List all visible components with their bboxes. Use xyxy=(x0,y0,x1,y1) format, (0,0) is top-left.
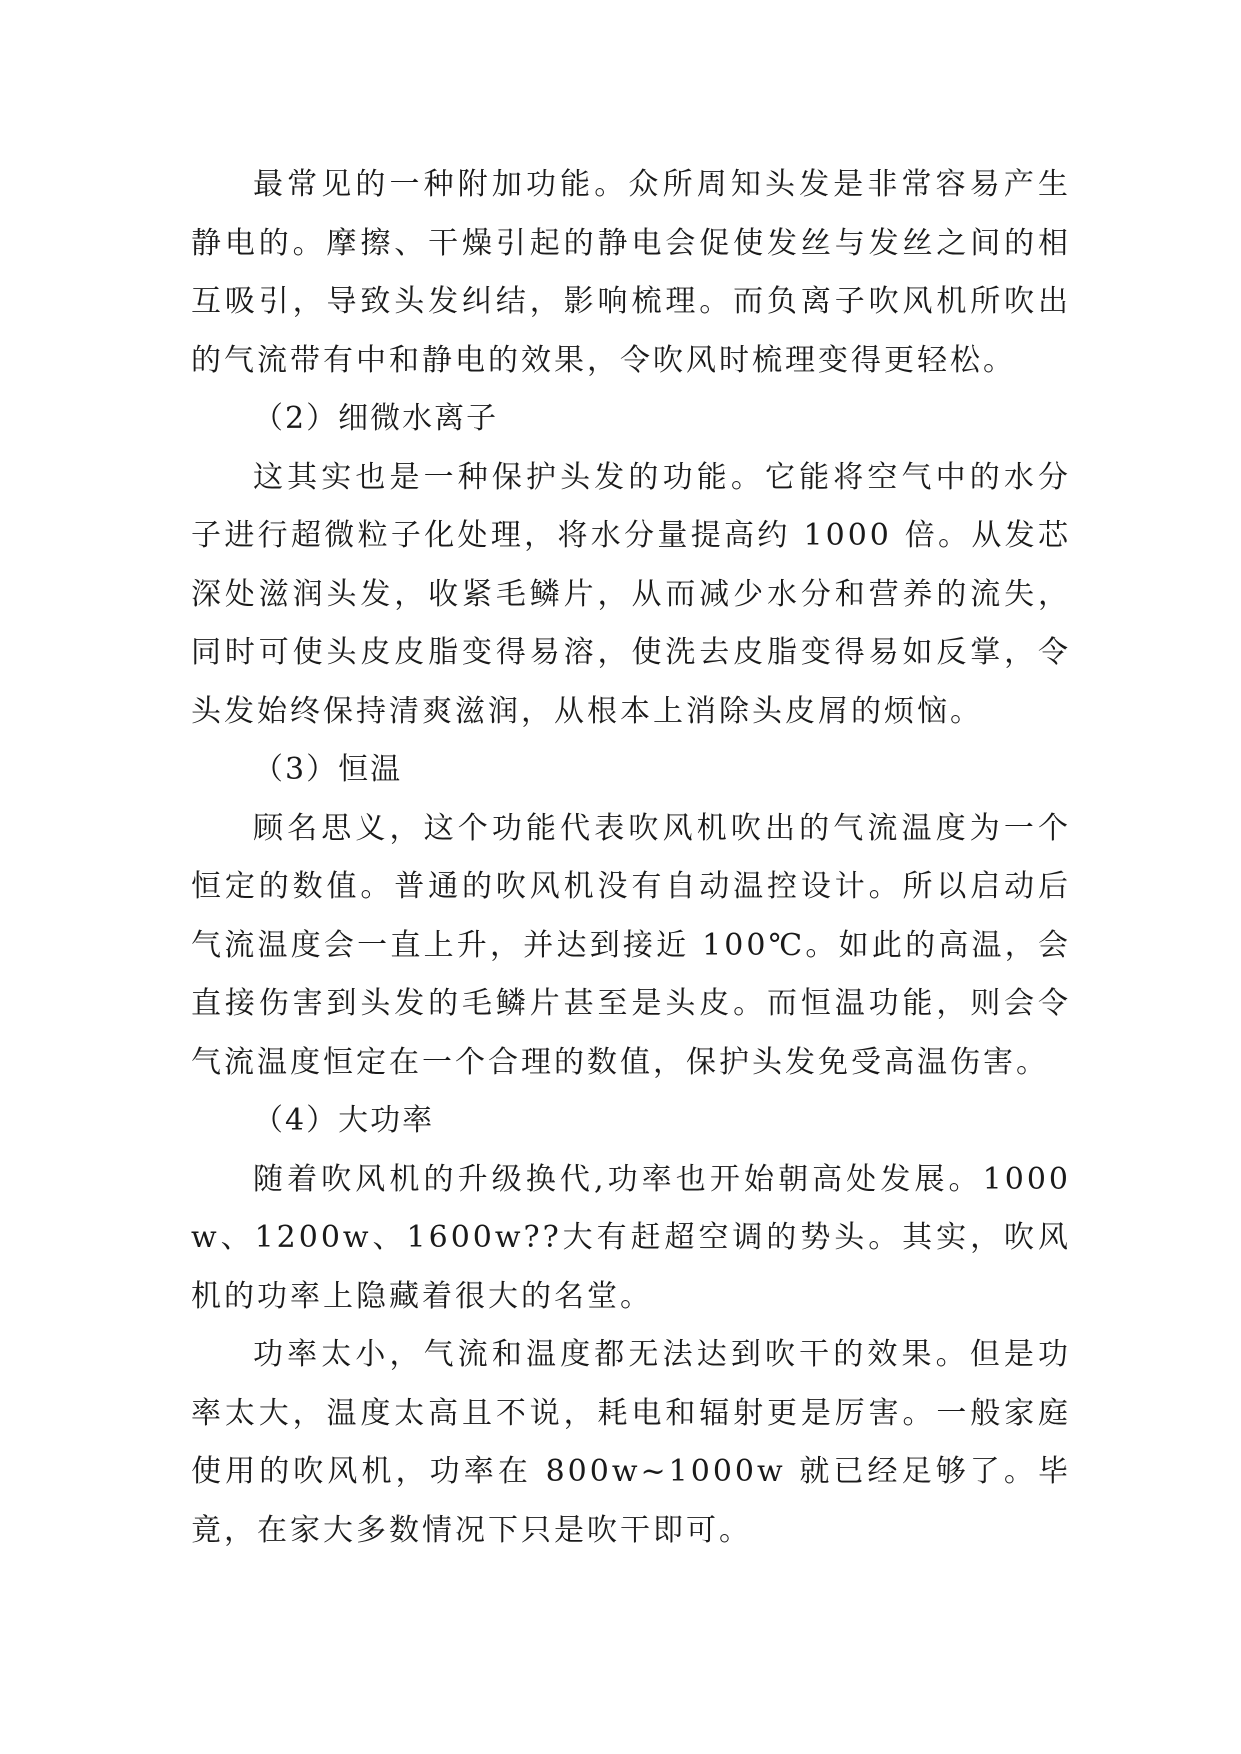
paragraph-water-ion: 这其实也是一种保护头发的功能。它能将空气中的水分子进行超微粒子化处理，将水分量提高约 1000 倍。从发芯深处滋润头发，收紧毛鳞片，从而减少水分和营养的流失，同时可使头皮皮脂变得易溶，使洗去皮脂变得易如反掌，令头发始终保持清爽滋润，从根本上消除头皮屑的烦恼。 xyxy=(191,459,1071,729)
section-heading-water-ion: （2）细微水离子 xyxy=(253,401,499,436)
paragraph-anion-continued: 最常见的一种附加功能。众所周知头发是非常容易产生静电的。摩擦、干燥引起的静电会促使发丝与发丝之间的相互吸引，导致头发纠结，影响梳理。而负离子吹风机所吹出的气流带有中和静电的效果，令吹风时梳理变得更轻松。 xyxy=(191,167,1071,378)
paragraph-power-advice: 功率太小，气流和温度都无法达到吹干的效果。但是功率太大，温度太高且不说，耗电和辐射更是厉害。一般家庭使用的吹风机，功率在 800w~1000w 就已经足够了。毕竟，在家大多数情况下只是吹干即可。 xyxy=(191,1337,1071,1548)
section-heading-high-power: （4）大功率 xyxy=(253,1103,435,1138)
section-heading-constant-temp: （3）恒温 xyxy=(253,752,403,787)
paragraph-constant-temp: 顾名思义，这个功能代表吹风机吹出的气流温度为一个恒定的数值。普通的吹风机没有自动温控设计。所以启动后气流温度会一直上升，并达到接近 100℃。如此的高温，会直接伤害到头发的毛鳞片甚至是头皮。而恒温功能，则会令气流温度恒定在一个合理的数值，保护头发免受高温伤害。 xyxy=(191,810,1071,1080)
body-text xyxy=(191,156,1071,1560)
paragraph-high-power: 随着吹风机的升级换代,功率也开始朝高处发展。1000w、1200w、1600w??大有赶超空调的势头。其实，吹风机的功率上隐藏着很大的名堂。 xyxy=(191,1161,1071,1314)
